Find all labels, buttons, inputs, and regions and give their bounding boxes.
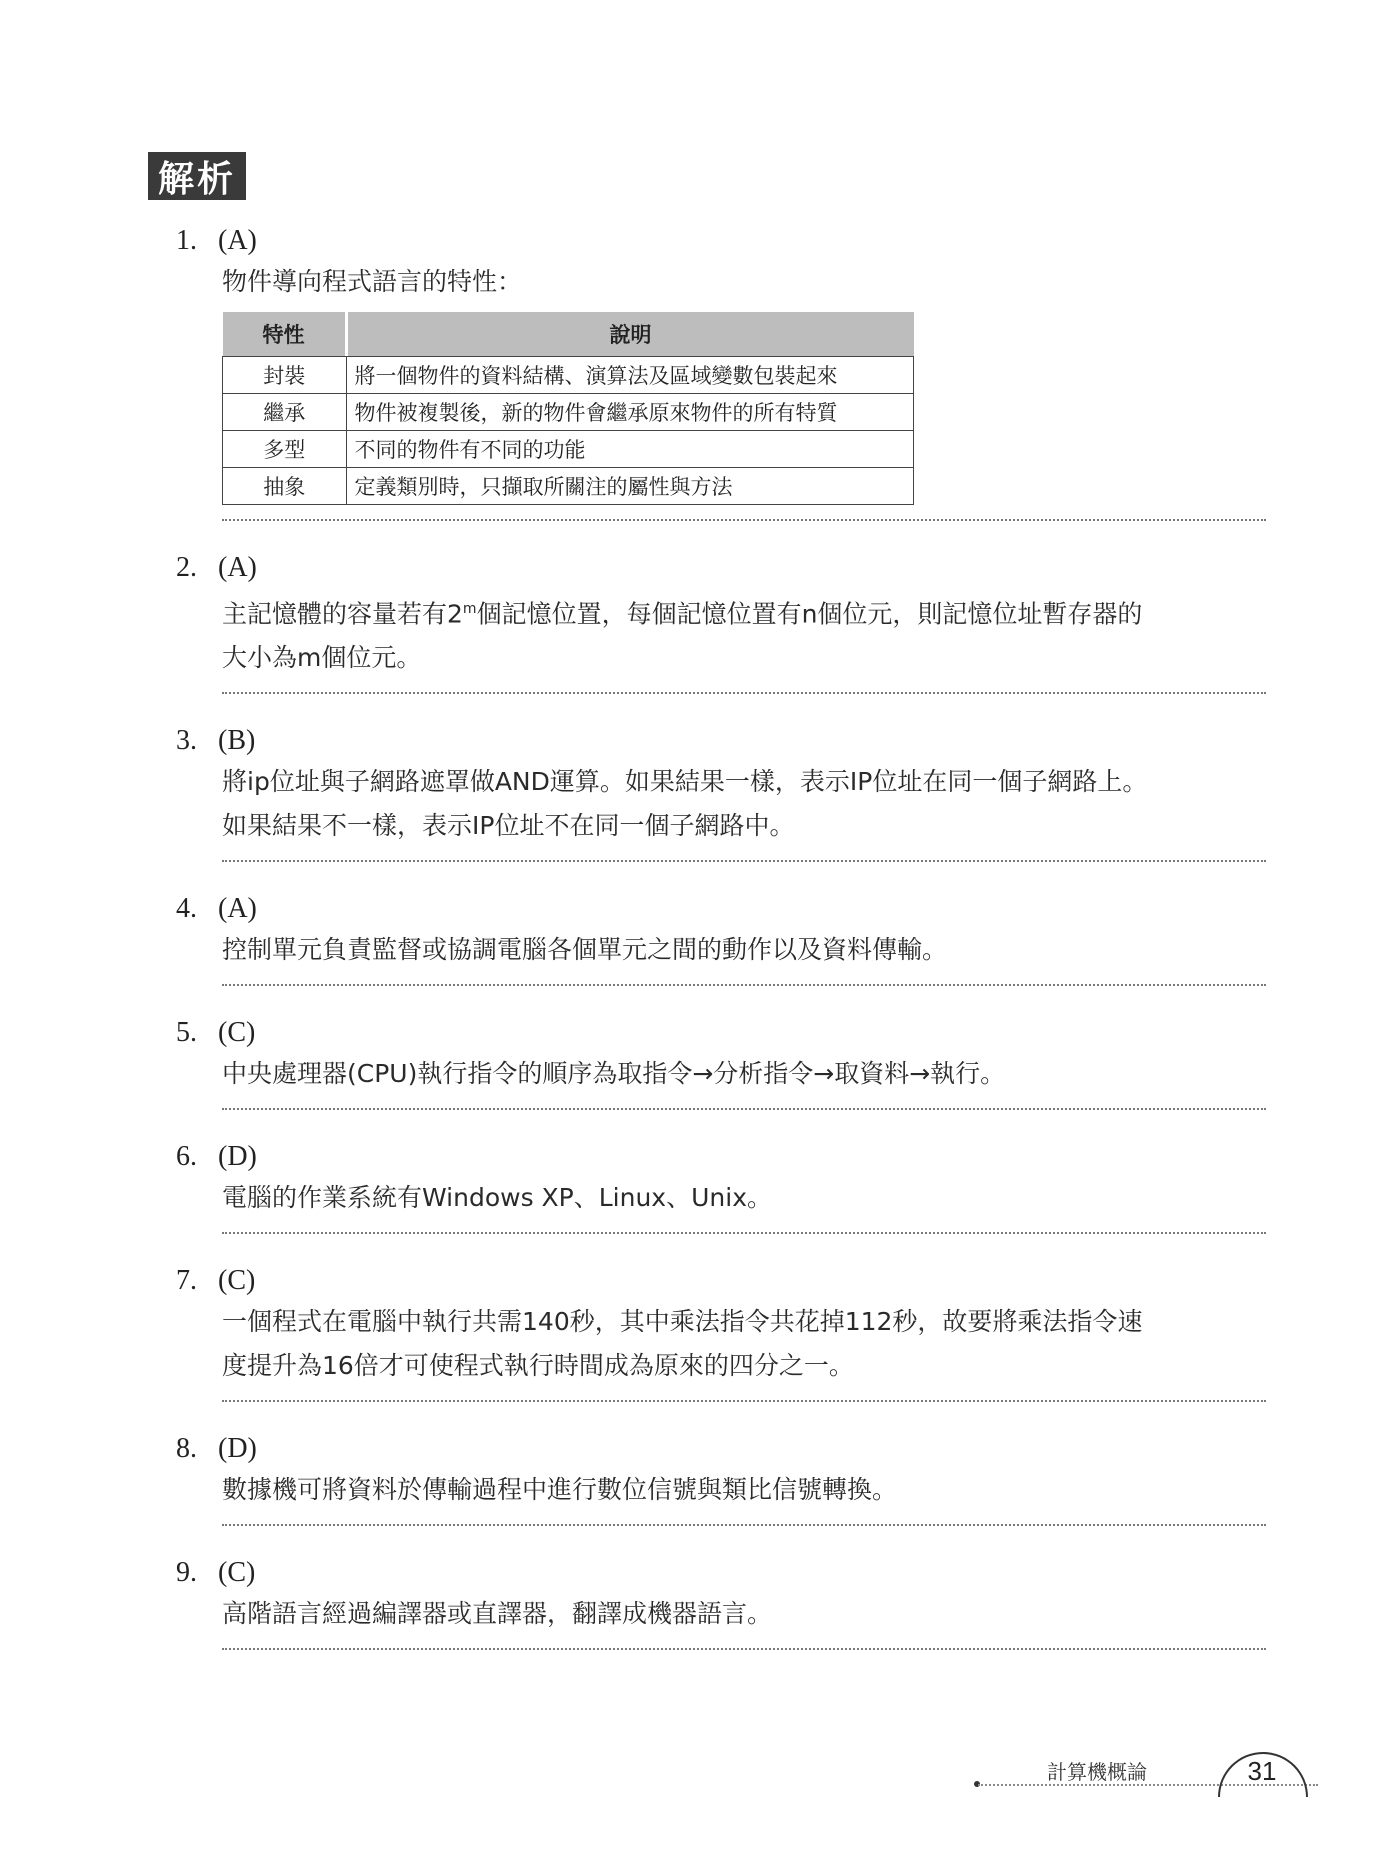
- item-explanation: 如果結果不一樣，表示IP位址不在同一個子網路中。: [222, 811, 795, 841]
- item-number: 6.: [176, 1141, 197, 1173]
- item-number: 2.: [176, 552, 197, 583]
- section-heading: 解析: [148, 152, 246, 200]
- item-explanation: 度提升為16倍才可使程式執行時間成為原來的四分之一。: [222, 1351, 854, 1381]
- item-answer: (B): [218, 725, 256, 757]
- oop-features-table: [222, 312, 914, 505]
- item-explanation: 一個程式在電腦中執行共需140秒，其中乘法指令共花掉112秒，故要將乘法指令速: [222, 1307, 1143, 1337]
- item-answer: (C): [218, 1557, 256, 1589]
- item-explanation: 主記憶體的容量若有2$^m$個記憶位置，每個記憶位置有n個位元，則記憶位址暫存器的: [222, 599, 1143, 629]
- item-answer: (C): [218, 1265, 256, 1297]
- item-answer: (A): [218, 225, 257, 256]
- answer-item-6: [176, 1138, 1266, 1234]
- item-number: 5.: [176, 1017, 197, 1049]
- dotted-separator: [222, 692, 1266, 694]
- answer-item-4: [176, 890, 1266, 986]
- table-row: 封裝 將一個物件的資料結構、演算法及區域變數包裝起來: [223, 357, 914, 394]
- answer-item-7: [176, 1262, 1266, 1402]
- table-row: 繼承 物件被複製後，新的物件會繼承原來物件的所有特質: [223, 394, 914, 431]
- item-explanation: 大小為m個位元。: [222, 643, 422, 673]
- answer-item-1: [176, 222, 1266, 521]
- answer-item-3: [176, 722, 1266, 862]
- item-explanation: 高階語言經過編譯器或直譯器，翻譯成機器語言。: [222, 1599, 773, 1629]
- dotted-separator: [222, 984, 1266, 986]
- answer-item-5: [176, 1014, 1266, 1110]
- item-number: 9.: [176, 1557, 197, 1589]
- item-explanation: 中央處理器(CPU)執行指令的順序為取指令→分析指令→取資料→執行。: [222, 1059, 1006, 1089]
- page-number: 31: [1247, 1756, 1277, 1786]
- answer-item-9: [176, 1554, 1266, 1650]
- dotted-separator: [222, 1524, 1266, 1526]
- item-explanation: 物件導向程式語言的特性：: [222, 267, 523, 296]
- item-number: 7.: [176, 1265, 197, 1297]
- item-number: 3.: [176, 725, 197, 757]
- item-explanation: 將ip位址與子網路遮罩做AND運算。如果結果一樣，表示IP位址在同一個子網路上。: [222, 767, 1148, 797]
- table-header-feature: 特性: [223, 312, 347, 356]
- table-row: 抽象 定義類別時，只擷取所關注的屬性與方法: [223, 468, 914, 505]
- table-row: 多型 不同的物件有不同的功能: [223, 431, 914, 468]
- item-number: 8.: [176, 1433, 197, 1465]
- item-answer: (C): [218, 1017, 256, 1049]
- item-answer: (A): [218, 893, 257, 925]
- item-explanation: 控制單元負責監督或協調電腦各個單元之間的動作以及資料傳輸。: [222, 935, 948, 965]
- dotted-separator: [222, 860, 1266, 862]
- dotted-separator: [222, 1232, 1266, 1234]
- book-title: 計算機概論: [1047, 1760, 1147, 1784]
- item-answer: (D): [218, 1141, 257, 1173]
- item-number: 4.: [176, 893, 197, 925]
- item-explanation: 數據機可將資料於傳輸過程中進行數位信號與類比信號轉換。: [222, 1475, 898, 1505]
- dotted-separator: [222, 1108, 1266, 1110]
- item-answer: (A): [218, 552, 257, 583]
- dotted-separator: [222, 519, 1266, 521]
- answer-item-2: [176, 549, 1266, 694]
- dotted-separator: [222, 1400, 1266, 1402]
- answer-list: [176, 222, 1266, 1678]
- dotted-separator: [222, 1648, 1266, 1650]
- item-answer: (D): [218, 1433, 257, 1465]
- answer-item-8: [176, 1430, 1266, 1526]
- table-header-description: 說明: [346, 312, 914, 356]
- item-explanation: 電腦的作業系統有Windows XP、Linux、Unix。: [222, 1183, 772, 1213]
- item-number: 1.: [176, 225, 197, 256]
